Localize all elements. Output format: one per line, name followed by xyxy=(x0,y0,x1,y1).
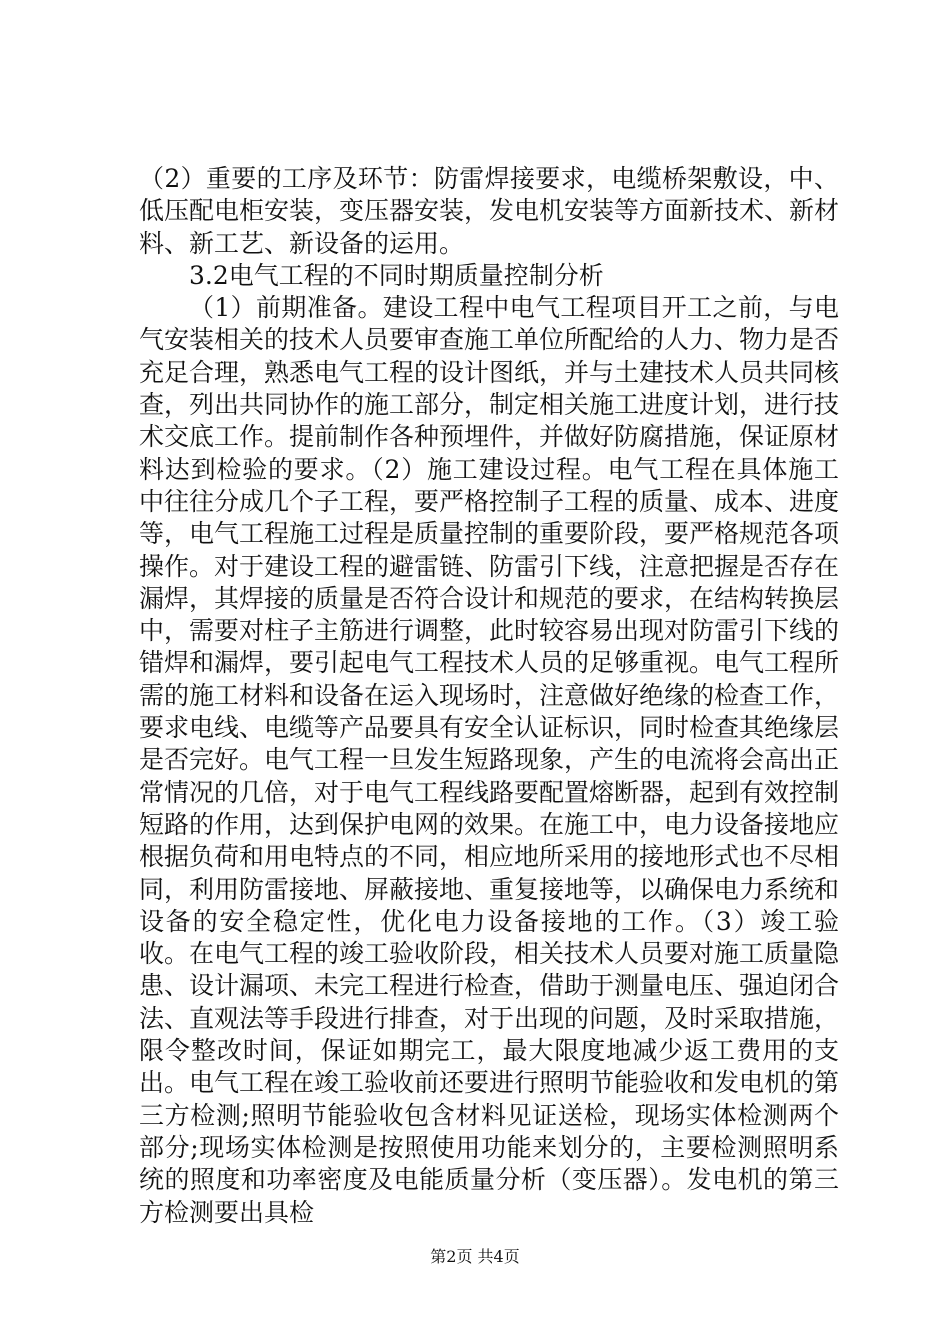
page-footer: 第2页 共4页 xyxy=(430,1247,520,1266)
document-body xyxy=(139,163,839,1229)
paragraph-quality-control: （1）前期准备。建设工程中电气工程项目开工之前，与电气安装相关的技术人员要审查施工单位所配给的人力、物力是否充足合理，熟悉电气工程的设计图纸，并与土建技术人员共同核查，列出共同协作的施工部分，制定相关施工进度计划，进行技术交底工作。提前制作各种预埋件，并做好防腐措施，保证原材料达到检验的要求。（2）施工建设过程。电气工程在具体施工中往往分成几个子工程，要严格控制子工程的质量、成本、进度等，电气工程施工过程是质量控制的重要阶段，要严格规范各项操作。对于建设工程的避雷链、防雷引下线，注意把握是否存在漏焊，其焊接的质量是否符合设计和规范的要求，在结构转换层中，需要对柱子主筋进行调整，此时较容易出现对防雷引下线的错焊和漏焊，要引起电气工程技术人员的足够重视。电气工程所需的施工材料和设备在运入现场时，注意做好绝缘的检查工作，要求电线、电缆等产品要具有安全认证标识，同时检查其绝缘层是否完好。电气工程一旦发生短路现象，产生的电流将会高出正常情况的几倍，对于电气工程线路要配置熔断器，起到有效控制短路的作用，达到保护电网的效果。在施工中，电力设备接地应根据负荷和用电特点的不同，相应地所采用的接地形式也不尽相同，利用防雷接地、屏蔽接地、重复接地等，以确保电力系统和设备的安全稳定性，优化电力设备接地的工作。（3）竣工验收。在电气工程的竣工验收阶段，相关技术人员要对施工质量隐患、设计漏项、未完工程进行检查，借助于测量电压、强迫闭合法、直观法等手段进行排查，对于出现的问题，及时采取措施，限令整改时间，保证如期完工，最大限度地减少返工费用的支出。电气工程在竣工验收前还要进行照明节能验收和发电机的第三方检测;照明节能验收包含材料见证送检，现场实体检测两个部分;现场实体检测是按照使用功能来划分的，主要检测照明系统的照度和功率密度及电能质量分析（变压器）。发电机的第三方检测要出具检 xyxy=(139,293,840,1227)
section-heading-3-2: 3.2电气工程的不同时期质量控制分析 xyxy=(189,260,604,290)
paragraph-item-2: （2）重要的工序及环节：防雷焊接要求，电缆桥架敷设，中、低压配电柜安装，变压器安装，发电机安装等方面新技术、新材料、新工艺、新设备的运用。 xyxy=(139,164,840,258)
